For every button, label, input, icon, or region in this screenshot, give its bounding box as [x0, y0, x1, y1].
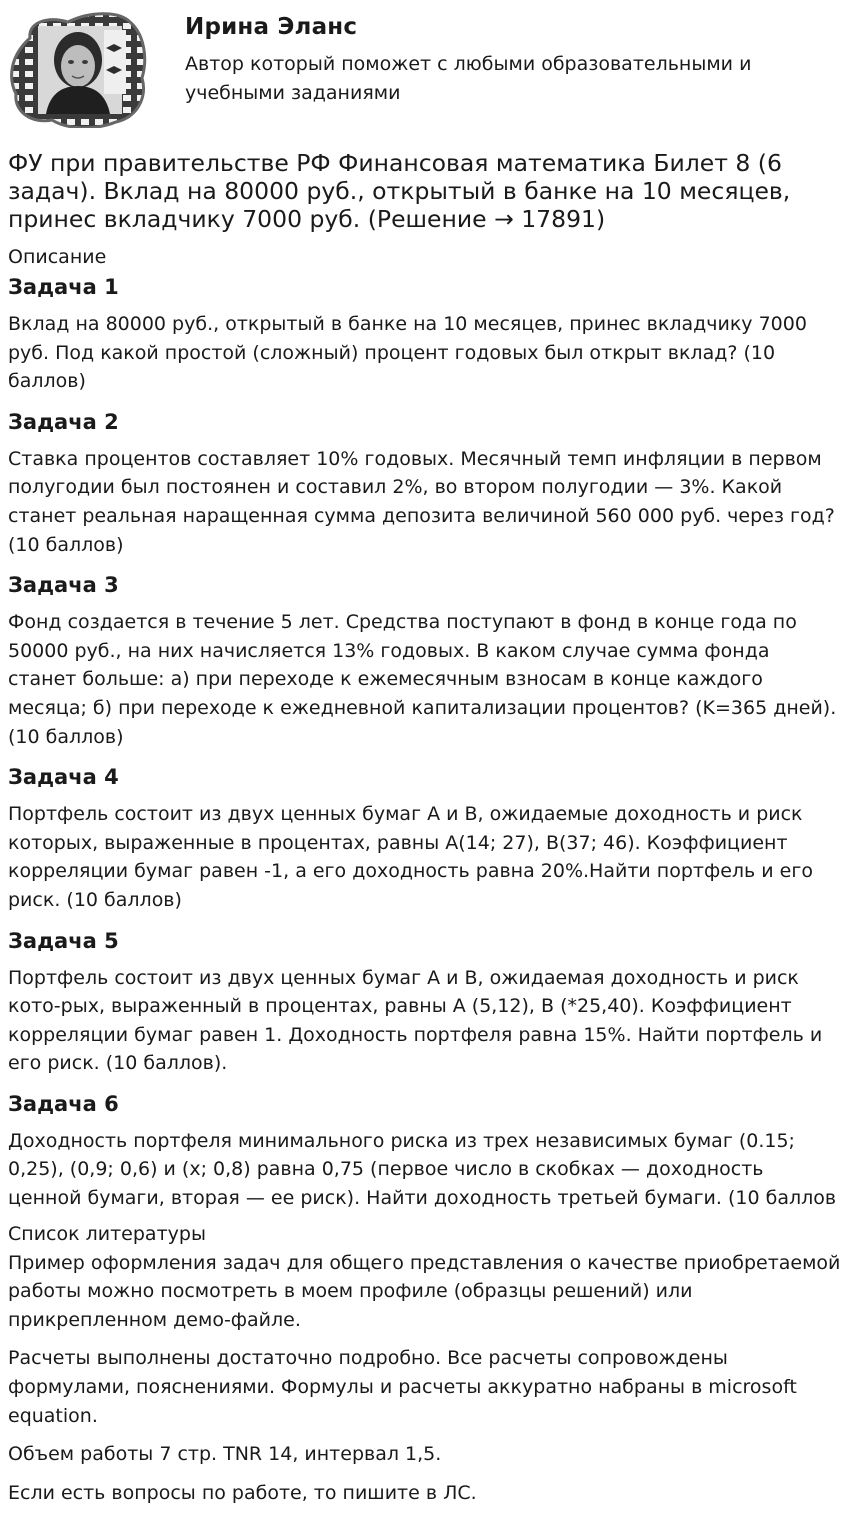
task-3 [8, 572, 842, 751]
task-text: Фонд создается в течение 5 лет. Средства поступают в фонд в конце года по 50000 руб., на них начисляется 13% годовых. В каком случае сумма фонда станет больше: а) при переходе к ежемесячным взносам в конце каждого месяца; б) при переходе к ежедневной капитализации процентов? (K=365 дней). (10 баллов) [8, 611, 837, 748]
info-paragraph: Расчеты выполнены достаточно подробно. Все расчеты сопровождены формулами, пояснениями. Формулы и расчеты аккуратно набраны в microsoft equation. [8, 1347, 797, 1427]
author-name[interactable]: Ирина Эланс [185, 14, 358, 40]
task-5 [8, 928, 842, 1078]
task-6 [8, 1091, 842, 1213]
info-paragraph: Если есть вопросы по работе, то пишите в ЛС. [8, 1481, 477, 1504]
task-text: Вклад на 80000 руб., открытый в банке на 10 месяцев, принес вкладчику 7000 руб. Под какой простой (сложный) процент годовых был открыт вклад? (10 баллов) [8, 313, 807, 393]
task-heading: Задача 5 [8, 928, 119, 953]
task-heading: Задача 3 [8, 573, 119, 598]
task-text: Доходность портфеля минимального риска из трех независимых бумаг (0.15; 0,25), (0,9; 0,6) и (x; 0,8) равна 0,75 (первое число в скобках — доходность ценной бумаги, вторая — ее риск). Найти доходность третьей бумаги. (10 баллов [8, 1129, 837, 1210]
info-paragraph: Объем работы 7 стр. TNR 14, интервал 1,5. [8, 1443, 442, 1466]
literature-label: Список литературы [8, 1222, 206, 1245]
task-4 [8, 764, 842, 914]
task-heading: Задача 4 [8, 765, 119, 790]
task-heading: Задача 1 [8, 275, 119, 299]
author-card [0, 0, 847, 135]
task-2 [8, 409, 842, 559]
task-text: Ставка процентов составляет 10% годовых. Месячный темп инфляции в первом полугодии был постоянен и составил 2%, во втором полугодии — 3%. Какой станет реальная наращенная сумма депозита величиной 560 000 руб. через год? (10 баллов) [8, 447, 835, 556]
task-heading: Задача 6 [8, 1091, 119, 1116]
task-text: Портфель состоит из двух ценных бумаг A и B, ожидаемые доходность и риск которых, выраженные в процентах, равны A(14; 27), B(37; 46). Коэффициент корреляции бумаг равен -1, а его доходность равна 20%.Найти портфель и его риск. (10 баллов) [8, 803, 813, 911]
page-title: ФУ при правительстве РФ Финансовая математика Билет 8 (6 задач). Вклад на 80000 руб., открытый в банке на 10 месяцев, принес вкладчику 7000 руб. (Решение → 17891) [8, 149, 791, 233]
description-label: Описание [8, 246, 107, 268]
task-text: Портфель состоит из двух ценных бумаг A и B, ожидаемая доходность и риск кото-рых, выраженный в процентах, равны A (5,12), B (*25,40). Коэффициент корреляции бумаг равен 1. Доходность портфеля равна 15%. Найти портфель и его риск. (10 баллов). [8, 966, 823, 1075]
work-content [8, 149, 842, 1517]
author-description: Автор который поможет с любыми образовательными и учебными заданиями [185, 53, 752, 104]
author-avatar[interactable] [8, 8, 150, 128]
task-heading: Задача 2 [8, 409, 119, 434]
task-1 [8, 274, 842, 396]
info-paragraph: Пример оформления задач для общего представления о качестве приобретаемой работы можно посмотреть в моем профиле (образцы решений) или прикрепленном демо-файле. [8, 1251, 841, 1331]
